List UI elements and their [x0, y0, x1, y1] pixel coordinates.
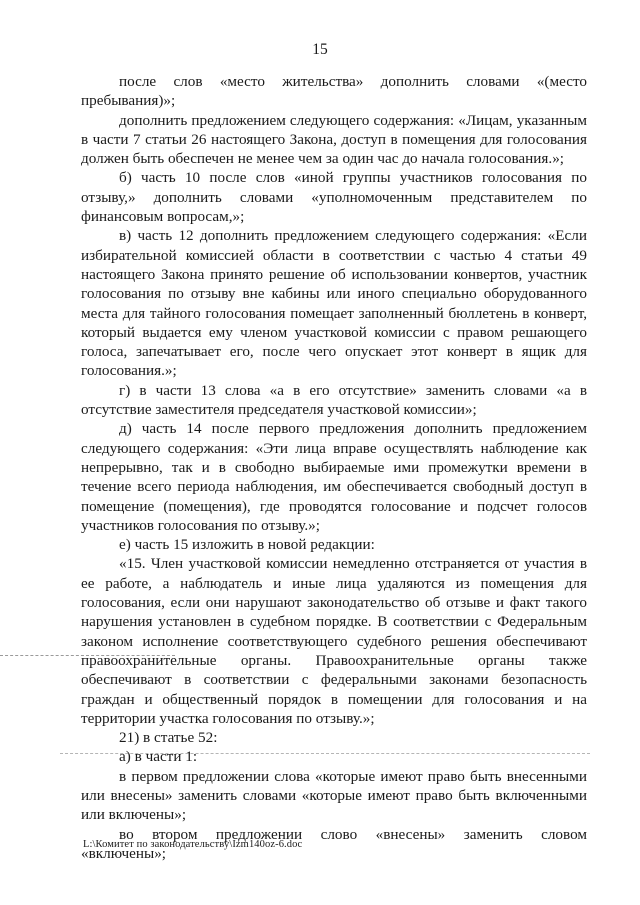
document-body — [81, 72, 587, 863]
paragraph: 21) в статье 52: — [119, 729, 218, 747]
paragraph: дополнить предложением следующего содержания: «Лицам, указанным в части 7 статьи 26 настоящего Закона, доступ в помещения для голосования должен быть обеспечен не менее чем за один час до начала голосования.»; — [81, 111, 587, 168]
paragraph: «15. Член участковой комиссии немедленно отстраняется от участия в ее работе, а наблюдатель и иные лица удаляются из помещения для голосования, если они нарушают законодательство об отзыве и факт такого нарушения установлен в судебном порядке. В соответствии с Федеральным законом исполнение соответствующего судебного решения обеспечивают правоохранительные органы. Правоохранительные органы также обеспечивают в соответствии с федеральными законами безопасность граждан и общественный порядок в помещении для голосования и на территории участка голосования по отзыву.»; — [81, 555, 587, 727]
paragraph: в первом предложении слова «которые имеют право быть внесенными или внесены» заменить словами «которые имеют право быть включенными или включены»; — [81, 767, 587, 824]
paragraph: а) в части 1: — [119, 748, 198, 766]
paragraph: е) часть 15 изложить в новой редакции: — [119, 536, 375, 554]
page-number: 15 — [312, 41, 328, 58]
paragraph: после слов «место жительства» дополнить словами «(место пребывания)»; — [81, 73, 587, 110]
file-path-footer: L:\Комитет по законодательству\Izm140oz-6.doc — [83, 839, 303, 850]
paragraph: б) часть 10 после слов «иной группы участников голосования по отзыву,» дополнить словами «уполномоченным представителем по финансовым вопросам,»; — [81, 169, 587, 226]
paragraph: д) часть 14 после первого предложения дополнить предложением следующего содержания: «Эти лица вправе осуществлять наблюдение как непрерывно, так и в свободно выбираемые ими промежутки времени в течение всего периода наблюдения, им обеспечивается свободный доступ в помещение (помещения), где проводятся голосование и подсчет голосов участников голосования по отзыву.»; — [81, 420, 587, 534]
scan-artifact-line — [60, 753, 590, 754]
paragraph: во втором предложении слово «внесены» заменить словом «включены»; — [81, 825, 587, 862]
paragraph: в) часть 12 дополнить предложением следующего содержания: «Если избирательной комиссией области в соответствии с частью 4 статьи 49 настоящего Закона принято решение об использовании конвертов, участник голосования по отзыву вне кабины или иного специально оборудованного места для тайного голосования помещает заполненный бюллетень в конверт, который выдается ему членом участковой комиссии с правом решающего голоса, запечатывает его, после чего опускает этот конверт в ящик для голосования.»; — [81, 227, 587, 380]
paragraph: г) в части 13 слова «а в его отсутствие» заменить словами «а в отсутствие заместителя председателя участковой комиссии»; — [81, 381, 587, 419]
scan-artifact-line — [0, 655, 175, 656]
